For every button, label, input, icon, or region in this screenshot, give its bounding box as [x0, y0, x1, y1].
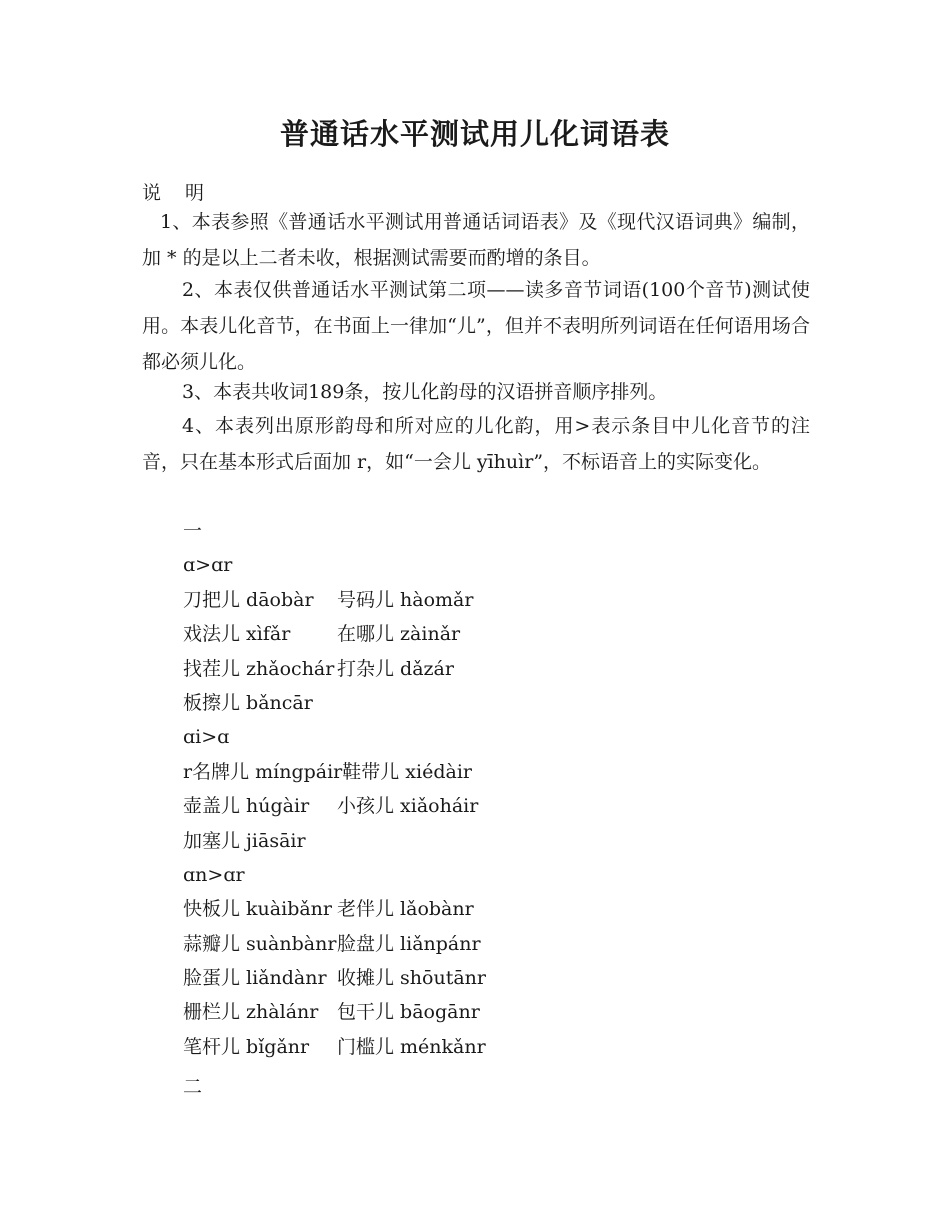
section-number: 一 — [183, 520, 203, 542]
word-row — [183, 961, 486, 995]
heading-char-1: 说 — [142, 182, 162, 204]
word-entry: r名牌儿 míngpáir — [183, 760, 343, 783]
word-entry: 笔杆儿 bǐgǎnr — [183, 1035, 310, 1058]
paragraph-2: 2、本表仅供普通话水平测试第二项——读多音节词语(100个音节)测试使用。本表儿化音节，在书面上一律加“儿”，但并不表明所列词语在任何语用场合都必须儿化。 — [142, 279, 810, 373]
word-entry: 加塞儿 jiāsāir — [183, 829, 306, 852]
heading-char-2: 明 — [185, 182, 205, 204]
word-row — [183, 927, 486, 961]
rhyme-label: ɑn>ɑr — [183, 863, 245, 886]
word-entry: 鞋带儿 xiédàir — [342, 760, 472, 783]
document-title: 普通话水平测试用儿化词语表 — [279, 117, 670, 151]
word-entry: 找茬儿 zhǎochár — [183, 657, 335, 680]
word-row — [183, 652, 486, 686]
word-entry: 包干儿 bāogānr — [337, 1001, 480, 1024]
word-entry: 板擦儿 bǎncār — [183, 691, 313, 714]
word-row — [183, 789, 486, 823]
word-entry: 打杂儿 dǎzár — [337, 657, 454, 680]
paragraph-4: 4、本表列出原形韵母和所对应的儿化韵，用>表示条目中儿化音节的注音，只在基本形式后面加 r，如“一会儿 yīhuìr”，不标语音上的实际变化。 — [142, 415, 810, 473]
word-row — [183, 892, 486, 926]
word-row — [183, 686, 486, 720]
word-row — [183, 824, 486, 858]
word-entry: 蒜瓣儿 suànbànr — [183, 932, 337, 955]
word-entry: 栅栏儿 zhàlánr — [183, 1001, 319, 1024]
rhyme-label: ɑi>ɑ — [183, 726, 230, 749]
explanation-heading — [142, 178, 204, 205]
word-entry: 快板儿 kuàibǎnr — [183, 898, 333, 921]
word-entry: 脸蛋儿 liǎndànr — [183, 967, 327, 990]
paragraph-1: 1、本表参照《普通话水平测试用普通话词语表》及《现代汉语词典》编制，加 * 的是以上二者未收，根据测试需要而酌增的条目。 — [142, 211, 810, 269]
word-entry: 老伴儿 lǎobànr — [337, 898, 474, 921]
word-list — [183, 514, 486, 1105]
word-entry: 脸盘儿 liǎnpánr — [337, 932, 481, 955]
word-entry: 门槛儿 ménkǎnr — [337, 1035, 486, 1058]
word-entry: 在哪儿 zàinǎr — [337, 623, 461, 646]
word-entry: 壶盖儿 húgàir — [183, 795, 310, 818]
word-entry: 戏法儿 xìfǎr — [183, 623, 291, 646]
paragraph-3: 3、本表共收词189条，按儿化韵母的汉语拼音顺序排列。 — [182, 381, 668, 403]
word-row — [183, 995, 486, 1029]
word-row — [183, 755, 486, 789]
rhyme-label: ɑ>ɑr — [183, 554, 233, 577]
word-row — [183, 617, 486, 651]
word-row — [183, 1030, 486, 1064]
word-entry: 刀把儿 dāobàr — [183, 588, 314, 611]
section-number: 二 — [183, 1076, 203, 1099]
word-entry: 小孩儿 xiǎoháir — [337, 795, 479, 818]
word-row — [183, 583, 486, 617]
word-entry: 号码儿 hàomǎr — [337, 588, 474, 611]
word-entry: 收摊儿 shōutānr — [337, 967, 486, 990]
